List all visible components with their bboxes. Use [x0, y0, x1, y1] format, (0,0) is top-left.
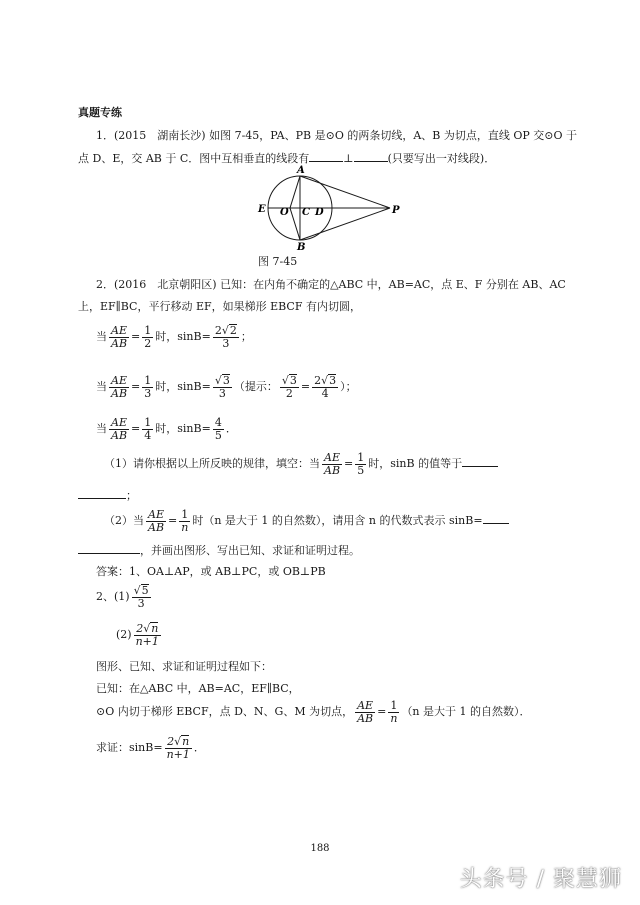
- equals: =: [131, 330, 141, 343]
- q1-line2-suffix: (只要写出一对线段)．: [387, 152, 496, 165]
- q2-line2: 上，EF∥BC，平行移动 EF，如果梯形 EBCF 有内切圆，: [78, 300, 361, 313]
- q2-part2: （2）当 $\frac{AE}{AB}$ = $\frac{1}{n}$ 时（n 是大于 1 的自然数），请用含 n 的代数式表示 sinB=: [104, 506, 509, 542]
- part2-prefix: （2）当: [104, 514, 144, 527]
- q2-part1: （1）请你根据以上所反映的规律，填空：当 $\frac{AE}{AB}$ = $\frac{1}{5}$ 时，sinB 的值等于: [104, 449, 498, 485]
- label-o: O: [280, 207, 289, 218]
- q2-case1: 当 $\frac{AE}{AB}$ = $\frac{1}{2}$ 时，sinB= $\frac{2√2}{3}$ ；: [96, 323, 252, 350]
- fraction-part2: $\frac{1}{n}$: [181, 507, 189, 534]
- watermark: 头条号 / 聚慧狮: [459, 867, 622, 892]
- dang-label: 当: [96, 330, 107, 343]
- q2-case2: 当 $\frac{AE}{AB}$ = $\frac{1}{3}$ 时，sinB= $\frac{√3}{3}$ （提示： $\frac{√3}{2}$ = $\frac{2√3}{4}$ ）；: [96, 373, 357, 400]
- fraction-case3: $\frac{1}{4}$: [144, 415, 152, 442]
- part1-prefix: （1）请你根据以上所反映的规律，填空：当: [104, 457, 320, 470]
- part2-blank-2: [78, 543, 140, 554]
- segment-oa: [290, 176, 300, 208]
- fraction-case1: $\frac{1}{2}$: [144, 323, 152, 350]
- tangent-pa: [300, 176, 390, 208]
- q2-line1: 2．(2016 北京朝阳区) 已知：在内角不确定的△ABC 中，AB=AC，点 E、F 分别在 AB、AC: [96, 278, 566, 291]
- hint-frac-1: $\frac{√3}{2}$: [281, 374, 297, 400]
- fraction-part1: $\frac{1}{5}$: [357, 450, 365, 477]
- hint-close: ）；: [340, 380, 357, 393]
- answer-2-1: 2、(1) $\frac{√5}{3}$: [96, 584, 149, 610]
- label-p: P: [392, 205, 400, 216]
- prove-frac: $\frac{2√n}{n+1}$: [166, 735, 190, 761]
- answer-2-2: (2) $\frac{2√n}{n+1}$: [116, 622, 159, 648]
- part1-blank-2: [78, 488, 126, 499]
- fraction-case2: $\frac{1}{3}$: [144, 373, 152, 400]
- answer-2-2-frac: $\frac{2√n}{n+1}$: [135, 622, 159, 648]
- part2-blank: [483, 513, 509, 524]
- q1-line1: 1．(2015 湖南长沙) 如图 7-45，PA、PB 是⊙O 的两条切线，A、B 为切点，直线 OP 交⊙O 于: [96, 129, 577, 142]
- tangent-pb: [300, 208, 390, 240]
- sin-value-case1: $\frac{2√2}{3}$: [214, 324, 237, 350]
- label-d: D: [315, 207, 324, 218]
- label-e: E: [258, 204, 266, 215]
- sin-value-case3: $\frac{4}{5}$: [214, 415, 222, 442]
- given-line1: 已知：在△ABC 中，AB=AC，EF∥BC，: [96, 682, 300, 695]
- figure-intro: 图形、已知、求证和证明过程如下：: [96, 660, 272, 673]
- part1-suffix: 时，sinB 的值等于: [368, 457, 463, 470]
- hint-frac-2: $\frac{2√3}{4}$: [314, 374, 337, 400]
- given-line2: ⊙O 内切于梯形 EBCF，点 D、N、G、M 为切点， $\frac{AE}{AB}$ = $\frac{1}{n}$ （n 是大于 1 的自然数）．: [96, 698, 531, 725]
- part2-line2: ，并画出图形、写出已知、求证和证明过程。: [78, 543, 360, 558]
- part2-suffix: 时（n 是大于 1 的自然数），请用含 n 的代数式表示 sinB=: [192, 514, 483, 527]
- segment-ob: [290, 208, 300, 240]
- answer-2-1-frac: $\frac{√5}{3}$: [133, 584, 149, 610]
- figure-7-45: [250, 160, 410, 253]
- figure-caption: 图 7-45: [258, 255, 298, 268]
- given-frac: $\frac{1}{n}$: [390, 698, 398, 725]
- q1-perp: ⊥: [343, 152, 354, 165]
- page-number: 188: [310, 843, 330, 854]
- q1-line2-prefix: 点 D、E，交 AB 于 C．图中互相垂直的线段有: [78, 152, 310, 165]
- fraction-ae-ab: $\frac{AE}{AB}$: [111, 323, 128, 350]
- part1-line2: ；: [78, 488, 137, 503]
- hint-open: （提示：: [233, 380, 278, 393]
- label-b: B: [297, 242, 306, 253]
- q2-case3: 当 $\frac{AE}{AB}$ = $\frac{1}{4}$ 时，sinB= $\frac{4}{5}$ ．: [96, 415, 237, 442]
- shi-sinb: 时，sinB=: [155, 330, 211, 343]
- section-title: 真题专练: [78, 106, 122, 119]
- prove-line: 求证：sinB= $\frac{2√n}{n+1}$ ．: [96, 735, 205, 761]
- answer-line1: 答案：1、OA⊥AP，或 AB⊥PC，或 OB⊥PB: [96, 565, 326, 578]
- sin-value-case2: $\frac{√3}{3}$: [214, 374, 230, 400]
- part1-blank: [462, 456, 498, 467]
- label-c: C: [302, 207, 310, 218]
- label-a: A: [297, 165, 305, 176]
